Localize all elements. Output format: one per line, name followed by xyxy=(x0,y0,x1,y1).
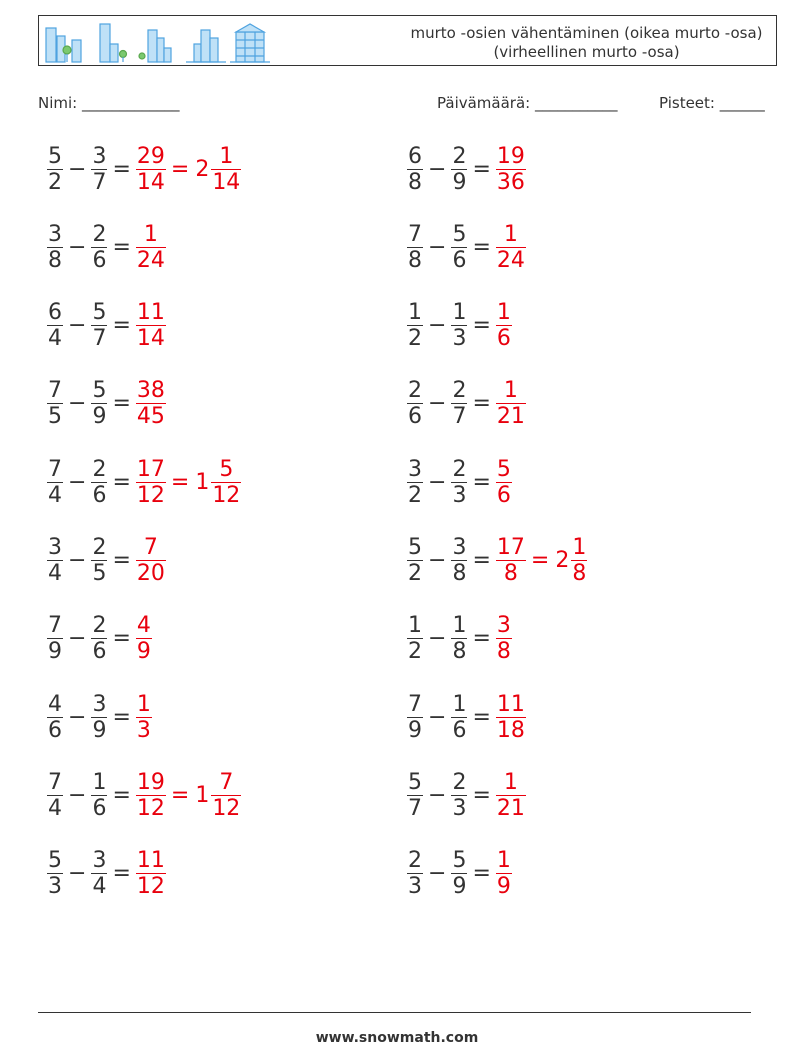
answer-fraction xyxy=(136,848,166,899)
fraction xyxy=(47,692,63,743)
numerator: 2 xyxy=(92,221,107,247)
denominator: 8 xyxy=(452,639,467,665)
denominator: 36 xyxy=(496,169,525,195)
fraction xyxy=(91,457,107,508)
denominator: 12 xyxy=(212,795,241,821)
equals-sign: = xyxy=(170,156,190,182)
subtraction-problem xyxy=(406,452,513,512)
equals-sign: = xyxy=(472,391,491,417)
denominator: 6 xyxy=(92,482,107,508)
minus-sign: − xyxy=(68,234,87,260)
answer-fraction xyxy=(496,613,512,664)
equals-sign: = xyxy=(112,861,131,887)
denominator: 7 xyxy=(92,326,107,352)
answer-fraction xyxy=(136,144,166,195)
fraction xyxy=(451,848,467,899)
answer-fraction xyxy=(211,144,241,195)
denominator: 8 xyxy=(503,561,518,586)
numerator: 5 xyxy=(219,456,234,482)
numerator: 11 xyxy=(496,691,525,717)
denominator: 2 xyxy=(48,169,62,195)
denominator: 7 xyxy=(452,404,467,430)
fraction xyxy=(451,300,467,351)
numerator: 6 xyxy=(408,143,422,169)
fraction xyxy=(451,692,467,743)
equals-sign: = xyxy=(472,626,491,652)
denominator: 6 xyxy=(408,404,422,430)
subtraction-problem xyxy=(46,765,242,825)
fraction xyxy=(91,770,107,821)
subtraction-problem xyxy=(406,296,513,356)
numerator: 5 xyxy=(408,535,422,560)
answer-fraction xyxy=(496,144,526,195)
answer-fraction xyxy=(496,770,526,821)
fraction xyxy=(47,613,63,664)
minus-sign: − xyxy=(68,313,87,339)
denominator: 6 xyxy=(452,717,467,743)
denominator: 9 xyxy=(408,717,422,743)
fraction xyxy=(91,613,107,664)
numerator: 1 xyxy=(503,769,518,795)
subtraction-problem xyxy=(46,531,167,591)
denominator: 12 xyxy=(212,482,241,508)
fraction xyxy=(451,378,467,429)
denominator: 8 xyxy=(408,247,422,273)
fraction xyxy=(407,300,423,351)
equals-sign: = xyxy=(112,391,131,417)
equals-sign: = xyxy=(112,704,131,730)
fraction xyxy=(91,692,107,743)
minus-sign: − xyxy=(428,782,447,808)
answer-fraction xyxy=(136,613,152,664)
numerator: 7 xyxy=(408,691,422,717)
numerator: 7 xyxy=(408,221,422,247)
denominator: 14 xyxy=(136,326,165,352)
denominator: 12 xyxy=(136,482,165,508)
minus-sign: − xyxy=(68,391,87,417)
minus-sign: − xyxy=(428,704,447,730)
subtraction-problem xyxy=(406,217,527,277)
numerator: 1 xyxy=(503,378,518,404)
answer-fraction xyxy=(496,222,526,273)
subtraction-problem xyxy=(406,765,527,825)
fraction xyxy=(91,535,107,586)
fraction xyxy=(47,378,63,429)
subtraction-problem xyxy=(406,139,527,199)
denominator: 6 xyxy=(92,639,107,665)
numerator: 3 xyxy=(48,535,62,560)
answer-fraction xyxy=(136,378,166,429)
numerator: 2 xyxy=(452,143,467,169)
equals-sign: = xyxy=(112,548,131,573)
equals-sign: = xyxy=(112,782,131,808)
answer-fraction xyxy=(496,300,512,351)
denominator: 14 xyxy=(136,169,165,195)
fraction xyxy=(47,770,63,821)
equals-sign: = xyxy=(472,156,491,182)
minus-sign: − xyxy=(428,626,447,652)
equals-sign: = xyxy=(112,234,131,260)
answer-fraction xyxy=(571,535,587,586)
minus-sign: − xyxy=(428,861,447,887)
minus-sign: − xyxy=(68,704,87,730)
numerator: 1 xyxy=(452,691,467,717)
whole-number: 1 xyxy=(195,782,210,808)
numerator: 5 xyxy=(496,456,511,482)
numerator: 5 xyxy=(452,848,467,874)
fraction xyxy=(47,457,63,508)
equals-sign: = xyxy=(472,469,491,495)
fraction xyxy=(451,770,467,821)
whole-number: 2 xyxy=(195,156,210,182)
denominator: 6 xyxy=(496,326,511,352)
numerator: 7 xyxy=(143,535,158,560)
denominator: 20 xyxy=(136,561,165,586)
numerator: 1 xyxy=(219,143,234,169)
subtraction-problem xyxy=(46,687,153,747)
fraction xyxy=(91,300,107,351)
equals-sign: = xyxy=(472,782,491,808)
numerator: 4 xyxy=(136,613,151,639)
numerator: 7 xyxy=(48,378,62,404)
numerator: 7 xyxy=(48,456,62,482)
subtraction-problem xyxy=(46,296,167,356)
denominator: 3 xyxy=(452,326,467,352)
denominator: 6 xyxy=(48,717,62,743)
numerator: 3 xyxy=(48,221,62,247)
minus-sign: − xyxy=(68,156,87,182)
answer-fraction xyxy=(496,692,526,743)
answer-fraction xyxy=(136,692,152,743)
denominator: 6 xyxy=(92,795,107,821)
fraction xyxy=(47,300,63,351)
fraction xyxy=(407,535,423,586)
minus-sign: − xyxy=(68,782,87,808)
numerator: 1 xyxy=(136,691,151,717)
denominator: 9 xyxy=(452,874,467,900)
fraction xyxy=(91,144,107,195)
denominator: 18 xyxy=(496,717,525,743)
numerator: 3 xyxy=(92,143,107,169)
fraction xyxy=(47,535,63,586)
denominator: 2 xyxy=(408,561,422,586)
fraction xyxy=(407,144,423,195)
denominator: 21 xyxy=(496,404,525,430)
equals-sign: = xyxy=(472,234,491,260)
minus-sign: − xyxy=(428,391,447,417)
denominator: 9 xyxy=(48,639,62,665)
denominator: 12 xyxy=(136,795,165,821)
numerator: 2 xyxy=(92,456,107,482)
fraction xyxy=(407,613,423,664)
denominator: 2 xyxy=(408,482,422,508)
denominator: 4 xyxy=(48,326,62,352)
name-field-label: Nimi: _____________ xyxy=(38,94,180,112)
numerator: 38 xyxy=(136,378,165,404)
numerator: 1 xyxy=(408,613,422,639)
subtraction-problem xyxy=(46,609,153,669)
denominator: 4 xyxy=(48,482,62,508)
numerator: 5 xyxy=(408,769,422,795)
denominator: 21 xyxy=(496,795,525,821)
answer-fraction xyxy=(496,457,512,508)
equals-sign: = xyxy=(170,782,190,808)
subtraction-problem xyxy=(406,531,588,591)
denominator: 2 xyxy=(408,326,422,352)
numerator: 1 xyxy=(496,300,511,326)
minus-sign: − xyxy=(428,313,447,339)
equals-sign: = xyxy=(472,313,491,339)
numerator: 2 xyxy=(452,769,467,795)
minus-sign: − xyxy=(68,469,87,495)
numerator: 5 xyxy=(452,221,467,247)
equals-sign: = xyxy=(112,313,131,339)
denominator: 9 xyxy=(92,404,107,430)
fraction xyxy=(47,144,63,195)
worksheet-title: murto -osien vähentäminen (oikea murto -osa) (virheellinen murto -osa) xyxy=(410,24,763,61)
footer-url: www.snowmath.com xyxy=(315,1030,479,1046)
denominator: 24 xyxy=(136,247,165,273)
fraction xyxy=(451,535,467,586)
denominator: 6 xyxy=(92,247,107,273)
fraction xyxy=(91,378,107,429)
fraction xyxy=(91,848,107,899)
denominator: 9 xyxy=(92,717,107,743)
numerator: 2 xyxy=(92,535,107,560)
answer-fraction xyxy=(211,770,241,821)
denominator: 8 xyxy=(48,247,62,273)
denominator: 8 xyxy=(452,561,467,586)
numerator: 7 xyxy=(219,769,234,795)
numerator: 5 xyxy=(92,300,107,326)
subtraction-problem xyxy=(406,844,513,904)
denominator: 6 xyxy=(452,247,467,273)
answer-fraction xyxy=(496,848,512,899)
fraction xyxy=(407,848,423,899)
whole-number: 2 xyxy=(555,548,570,573)
denominator: 4 xyxy=(48,795,62,821)
denominator: 7 xyxy=(408,795,422,821)
denominator: 12 xyxy=(136,874,165,900)
equals-sign: = xyxy=(472,704,491,730)
denominator: 6 xyxy=(496,482,511,508)
denominator: 24 xyxy=(496,247,525,273)
numerator: 2 xyxy=(92,613,107,639)
equals-sign: = xyxy=(112,626,131,652)
footer-divider xyxy=(38,1012,751,1013)
minus-sign: − xyxy=(68,548,87,573)
denominator: 3 xyxy=(408,874,422,900)
minus-sign: − xyxy=(428,156,447,182)
denominator: 3 xyxy=(136,717,151,743)
equals-sign: = xyxy=(472,861,491,887)
denominator: 8 xyxy=(408,169,422,195)
fraction xyxy=(407,457,423,508)
answer-fraction xyxy=(136,770,166,821)
minus-sign: − xyxy=(68,626,87,652)
denominator: 9 xyxy=(136,639,151,665)
numerator: 19 xyxy=(496,143,525,169)
numerator: 3 xyxy=(92,848,107,874)
numerator: 2 xyxy=(452,378,467,404)
numerator: 2 xyxy=(408,848,422,874)
subtraction-problem xyxy=(406,609,513,669)
equals-sign: = xyxy=(112,156,131,182)
worksheet-header xyxy=(38,15,777,66)
date-field-label: Päivämäärä: ___________ xyxy=(437,94,618,112)
subtraction-problem xyxy=(406,374,527,434)
numerator: 19 xyxy=(136,769,165,795)
fraction xyxy=(407,378,423,429)
equals-sign: = xyxy=(112,469,131,495)
fraction xyxy=(451,457,467,508)
numerator: 5 xyxy=(92,378,107,404)
denominator: 8 xyxy=(572,561,587,586)
numerator: 1 xyxy=(572,535,587,560)
numerator: 3 xyxy=(496,613,511,639)
numerator: 4 xyxy=(48,691,62,717)
minus-sign: − xyxy=(68,861,87,887)
subtraction-problem xyxy=(46,217,167,277)
numerator: 2 xyxy=(408,378,422,404)
subtraction-problem xyxy=(46,374,167,434)
fraction xyxy=(451,144,467,195)
fraction xyxy=(407,692,423,743)
numerator: 1 xyxy=(408,300,422,326)
denominator: 5 xyxy=(48,404,62,430)
denominator: 4 xyxy=(48,561,62,586)
denominator: 14 xyxy=(212,169,241,195)
denominator: 4 xyxy=(92,874,107,900)
city-buildings-logo-icon xyxy=(44,20,270,64)
denominator: 45 xyxy=(136,404,165,430)
subtraction-problem xyxy=(46,139,242,199)
numerator: 7 xyxy=(48,769,62,795)
answer-fraction xyxy=(136,535,166,586)
numerator: 6 xyxy=(48,300,62,326)
numerator: 3 xyxy=(452,535,467,560)
numerator: 17 xyxy=(136,456,165,482)
answer-fraction xyxy=(136,300,166,351)
denominator: 3 xyxy=(48,874,62,900)
numerator: 29 xyxy=(136,143,165,169)
numerator: 11 xyxy=(136,300,165,326)
score-field-label: Pisteet: ______ xyxy=(659,94,765,112)
fraction xyxy=(451,613,467,664)
subtraction-problem xyxy=(406,687,527,747)
answer-fraction xyxy=(496,535,526,586)
fraction xyxy=(47,222,63,273)
denominator: 7 xyxy=(92,169,107,195)
numerator: 5 xyxy=(48,848,62,874)
numerator: 1 xyxy=(92,769,107,795)
numerator: 3 xyxy=(408,456,422,482)
numerator: 1 xyxy=(496,848,511,874)
numerator: 1 xyxy=(452,613,467,639)
denominator: 3 xyxy=(452,795,467,821)
denominator: 2 xyxy=(408,639,422,665)
answer-fraction xyxy=(136,222,166,273)
numerator: 3 xyxy=(92,691,107,717)
numerator: 2 xyxy=(452,456,467,482)
denominator: 5 xyxy=(92,561,107,586)
whole-number: 1 xyxy=(195,469,210,495)
minus-sign: − xyxy=(428,469,447,495)
numerator: 1 xyxy=(503,221,518,247)
equals-sign: = xyxy=(170,469,190,495)
equals-sign: = xyxy=(530,548,550,573)
answer-fraction xyxy=(211,457,241,508)
fraction xyxy=(451,222,467,273)
subtraction-problem xyxy=(46,844,167,904)
minus-sign: − xyxy=(428,548,447,573)
numerator: 1 xyxy=(452,300,467,326)
fraction xyxy=(47,848,63,899)
equals-sign: = xyxy=(472,548,491,573)
answer-fraction xyxy=(136,457,166,508)
denominator: 3 xyxy=(452,482,467,508)
numerator: 5 xyxy=(48,143,62,169)
numerator: 11 xyxy=(136,848,165,874)
fraction xyxy=(407,770,423,821)
denominator: 9 xyxy=(452,169,467,195)
minus-sign: − xyxy=(428,234,447,260)
subtraction-problem xyxy=(46,452,242,512)
denominator: 8 xyxy=(496,639,511,665)
numerator: 7 xyxy=(48,613,62,639)
numerator: 17 xyxy=(496,535,525,560)
fraction xyxy=(91,222,107,273)
fraction xyxy=(407,222,423,273)
answer-fraction xyxy=(496,378,526,429)
denominator: 9 xyxy=(496,874,511,900)
numerator: 1 xyxy=(143,221,158,247)
